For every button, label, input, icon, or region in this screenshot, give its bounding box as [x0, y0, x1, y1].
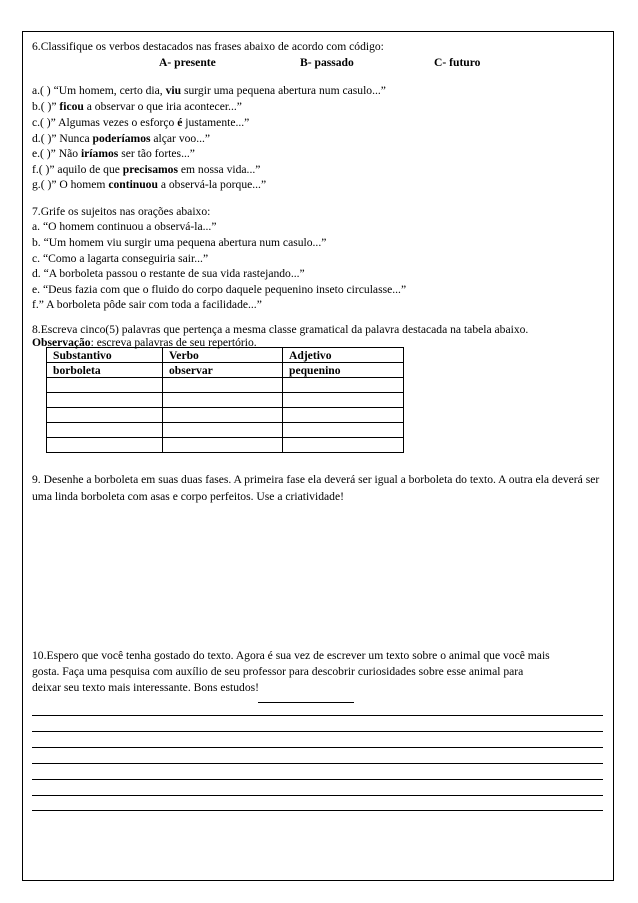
highlighted-verb: ficou [59, 100, 84, 113]
q7-item-d: d. “A borboleta passou o restante de sua vida rastejando...” [32, 267, 305, 280]
q6-codes [32, 55, 592, 70]
header-adjetivo: Adjetivo [283, 348, 404, 363]
answer-cell[interactable] [283, 393, 404, 408]
answer-line[interactable] [32, 731, 603, 732]
answer-line[interactable] [32, 715, 603, 716]
answer-line[interactable] [32, 795, 603, 796]
highlighted-verb: é [177, 116, 183, 129]
header-substantivo: Substantivo [47, 348, 163, 363]
answer-cell[interactable] [47, 408, 163, 423]
table-row [47, 363, 404, 378]
q10-line-3: deixar seu texto mais interessante. Bons estudos! [32, 681, 259, 694]
table-row [47, 438, 404, 453]
q6-item-e: e.( )” Não iríamos ser tão fortes...” [32, 147, 195, 160]
code-b: B- passado [300, 56, 354, 69]
word-substantivo: borboleta [47, 363, 163, 378]
table-row [47, 408, 404, 423]
q9-text: 9. Desenhe a borboleta em suas duas fases. A primeira fase ela deverá ser igual a borboleta do texto. A outra ela deverá ser uma linda borboleta com asas e corpo perfeitos. Use a criatividade! [32, 473, 600, 503]
q8-observation: Observação: escreva palavras de seu repertório. [32, 336, 257, 349]
highlighted-verb: viu [165, 84, 182, 97]
highlighted-verb: continuou [108, 178, 158, 191]
q6-item-f: f.( )” aquilo de que precisamos em nossa vida...” [32, 163, 261, 176]
q7-item-c: c. “Como a lagarta conseguiria sair...” [32, 252, 209, 265]
answer-cell[interactable] [47, 438, 163, 453]
table-row [47, 393, 404, 408]
drawing-area[interactable] [32, 512, 603, 642]
q10-line-2: gosta. Faça uma pesquisa com auxílio de seu professor para descobrir curiosidades sobre esse animal para [32, 665, 524, 678]
table-header-row [47, 348, 404, 363]
q6-item-c: c.( )” Algumas vezes o esforço é justamente...” [32, 116, 250, 129]
q7-item-a: a. “O homem continuou a observá-la...” [32, 220, 217, 233]
table-row [47, 378, 404, 393]
q6-item-d: d.( )” Nunca poderíamos alçar voo...” [32, 132, 211, 145]
answer-cell[interactable] [163, 438, 283, 453]
answer-cell[interactable] [47, 393, 163, 408]
header-verbo: Verbo [163, 348, 283, 363]
q6-item-g: g.( )” O homem continuou a observá-la porque...” [32, 178, 267, 191]
answer-line[interactable] [32, 747, 603, 748]
code-c: C- futuro [434, 56, 481, 69]
answer-cell[interactable] [163, 408, 283, 423]
q7-item-f: f.” A borboleta pôde sair com toda a facilidade...” [32, 298, 262, 311]
answer-cell[interactable] [283, 408, 404, 423]
table-row [47, 423, 404, 438]
highlighted-verb: iríamos [80, 147, 119, 160]
answer-cell[interactable] [283, 378, 404, 393]
answer-cell[interactable] [163, 423, 283, 438]
q7-item-e: e. “Deus fazia com que o fluido do corpo daquele pequenino inseto circulasse...” [32, 283, 407, 296]
q7-item-b: b. “Um homem viu surgir uma pequena abertura num casulo...” [32, 236, 327, 249]
word-class-table [46, 347, 404, 453]
title-answer-line[interactable] [258, 702, 354, 703]
answer-cell[interactable] [47, 378, 163, 393]
q7-title: 7.Grife os sujeitos nas orações abaixo: [32, 205, 211, 218]
answer-cell[interactable] [283, 423, 404, 438]
answer-cell[interactable] [163, 378, 283, 393]
answer-line[interactable] [32, 810, 603, 811]
highlighted-verb: precisamos [122, 163, 178, 176]
answer-line[interactable] [32, 779, 603, 780]
answer-cell[interactable] [163, 393, 283, 408]
word-verbo: observar [163, 363, 283, 378]
word-adjetivo: pequenino [283, 363, 404, 378]
answer-cell[interactable] [283, 438, 404, 453]
highlighted-verb: poderíamos [92, 132, 151, 145]
q6-title: 6.Classifique os verbos destacados nas frases abaixo de acordo com código: [32, 40, 384, 53]
q6-item-b: b.( )” ficou a observar o que iria acontecer...” [32, 100, 242, 113]
q8-title: 8.Escreva cinco(5) palavras que pertença a mesma classe gramatical da palavra destacada na tabela abaixo. [32, 323, 529, 336]
answer-cell[interactable] [47, 423, 163, 438]
answer-line[interactable] [32, 763, 603, 764]
q6-item-a: a.( ) “Um homem, certo dia, viu surgir uma pequena abertura num casulo...” [32, 84, 386, 97]
q10-line-1: 10.Espero que você tenha gostado do texto. Agora é sua vez de escrever um texto sobre o animal que você mais [32, 649, 550, 662]
code-a: A- presente [159, 56, 216, 69]
